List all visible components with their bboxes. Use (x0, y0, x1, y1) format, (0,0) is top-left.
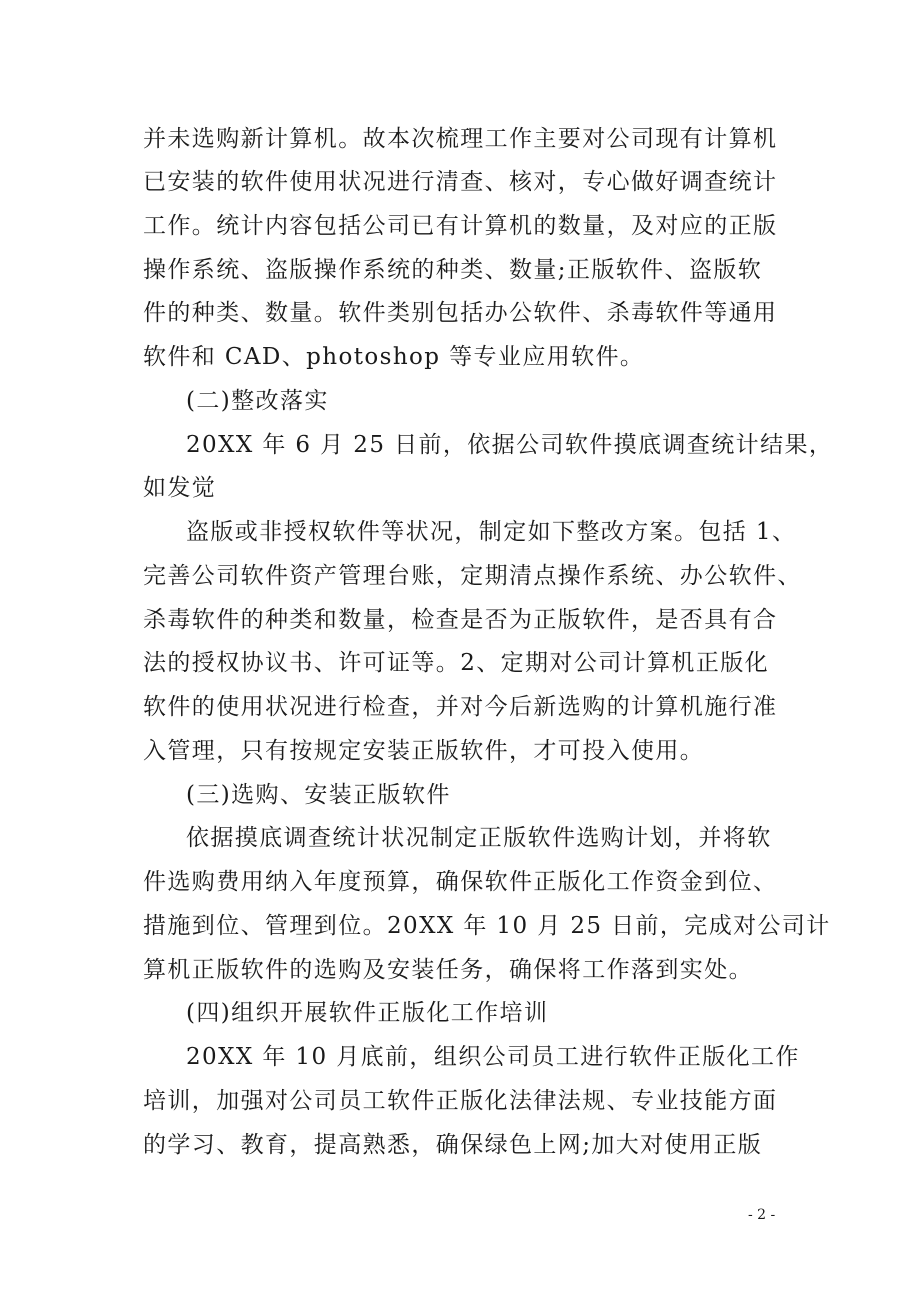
body-text-line: 20XX 年 6 月 25 日前，依据公司软件摸底调查统计结果， (186, 432, 834, 458)
body-text-line: 如发觉 (143, 475, 217, 501)
body-text-line: 培训，加强对公司员工软件正版化法律法规、专业技能方面 (143, 1088, 778, 1114)
section-heading: (二)整改落实 (186, 388, 329, 414)
body-text-line: 件的种类、数量。软件类别包括办公软件、杀毒软件等通用 (143, 300, 778, 326)
section-heading: (三)选购、安装正版软件 (186, 782, 451, 808)
body-text-line: 软件和 CAD、photoshop 等专业应用软件。 (143, 344, 645, 370)
body-text-line: 的学习、教育，提高熟悉，确保绿色上网;加大对使用正版 (143, 1132, 763, 1158)
body-text-line: 工作。统计内容包括公司已有计算机的数量，及对应的正版 (143, 213, 778, 239)
body-text-line: 措施到位、管理到位。20XX 年 10 月 25 日前，完成对公司计 (143, 913, 831, 939)
body-text-line: 杀毒软件的种类和数量，检查是否为正版软件，是否具有合 (143, 607, 778, 633)
body-text-line: 并未选购新计算机。故本次梳理工作主要对公司现有计算机 (143, 126, 778, 152)
body-text-line: 件选购费用纳入年度预算，确保软件正版化工作资金到位、 (143, 869, 778, 895)
body-text-line: 法的授权协议书、许可证等。2、定期对公司计算机正版化 (143, 650, 770, 676)
body-text-line: 完善公司软件资产管理台账，定期清点操作系统、办公软件、 (143, 563, 802, 589)
body-text-line: 操作系统、盗版操作系统的种类、数量;正版软件、盗版软 (143, 257, 763, 283)
body-text-line: 算机正版软件的选购及安装任务，确保将工作落到实处。 (143, 957, 753, 983)
body-text-line: 已安装的软件使用状况进行清查、核对，专心做好调查统计 (143, 169, 778, 195)
page-number: - 2 - (748, 1207, 776, 1223)
body-text-line: 入管理，只有按规定安装正版软件，才可投入使用。 (143, 738, 705, 764)
section-heading: (四)组织开展软件正版化工作培训 (186, 1000, 549, 1026)
body-text-line: 20XX 年 10 月底前，组织公司员工进行软件正版化工作 (186, 1044, 800, 1070)
body-text-line: 盗版或非授权软件等状况，制定如下整改方案。包括 1、 (186, 519, 797, 545)
body-text-line: 依据摸底调查统计状况制定正版软件选购计划，并将软 (186, 825, 772, 851)
body-text-line: 软件的使用状况进行检查，并对今后新选购的计算机施行准 (143, 694, 778, 720)
